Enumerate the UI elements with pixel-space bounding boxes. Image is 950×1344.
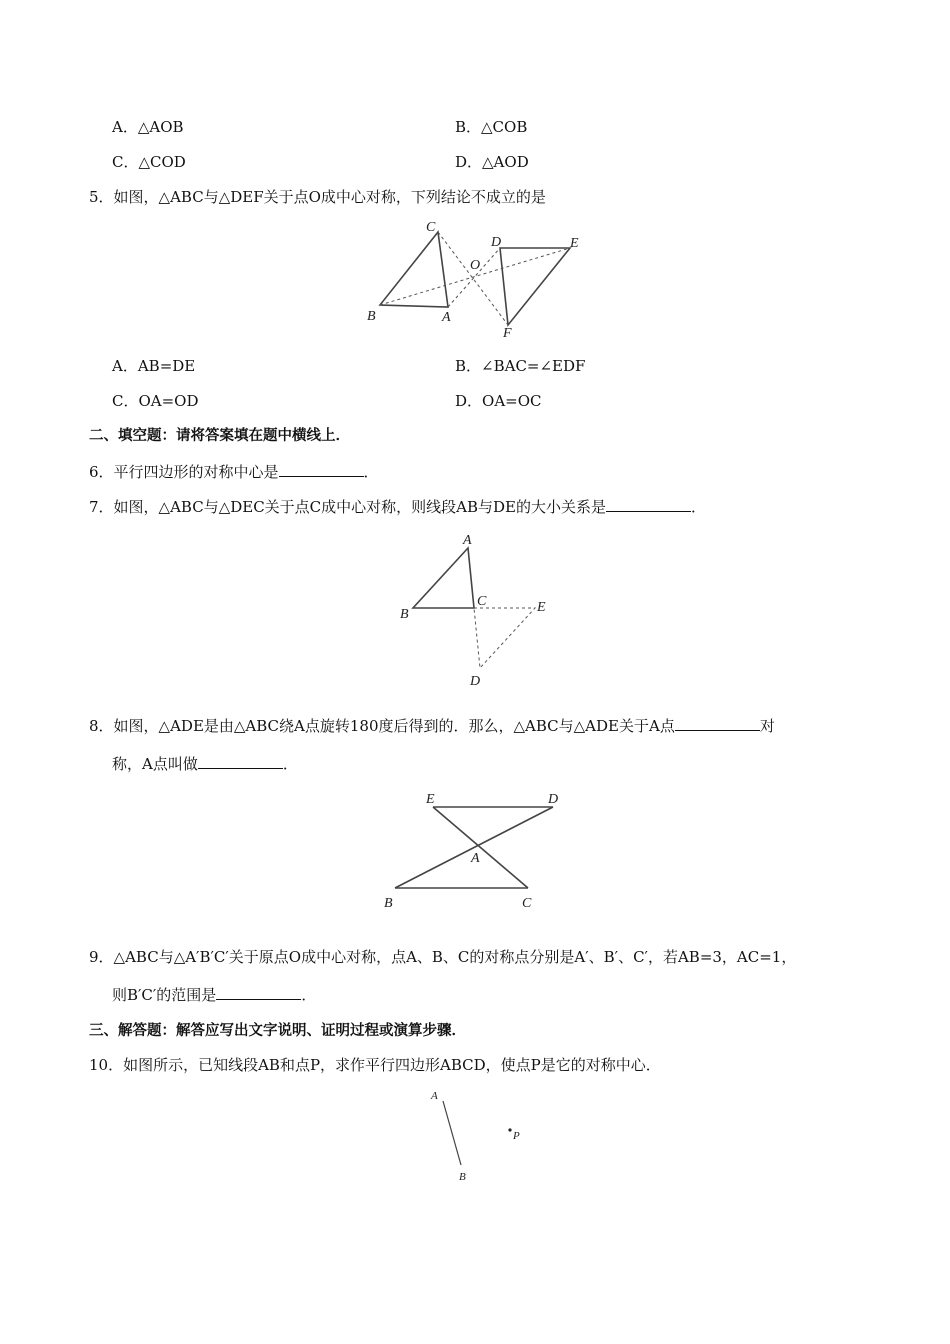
segment-db bbox=[395, 807, 553, 888]
q8-line-2 bbox=[112, 754, 298, 774]
label-c: C bbox=[522, 896, 532, 911]
q6-blank bbox=[279, 462, 364, 477]
q9-text-2: 则B′C′的范围是 bbox=[112, 986, 217, 1004]
q7-stem: 7．如图，△ABC与△DEC关于点C成中心对称，则线段AB与DE的大小关系是 bbox=[89, 498, 606, 516]
segment-ec bbox=[433, 807, 528, 888]
q9-blank bbox=[216, 985, 301, 1000]
segment-ab bbox=[443, 1101, 461, 1165]
q7-end: ． bbox=[691, 498, 707, 516]
label-e: E bbox=[426, 792, 435, 807]
label-a: A bbox=[431, 1090, 438, 1102]
triangle-def bbox=[500, 248, 570, 325]
q10-stem: 10．如图所示，已知线段AB和点P，求作平行四边形ABCD，使点P是它的对称中心． bbox=[89, 1056, 661, 1074]
q10-figure bbox=[420, 1085, 530, 1190]
dashed-be bbox=[380, 248, 570, 305]
q7-figure bbox=[395, 528, 560, 690]
label-c: C bbox=[426, 220, 436, 235]
label-f: F bbox=[503, 326, 512, 340]
point-p bbox=[508, 1128, 511, 1131]
q8-text-1: 8．如图，△ADE是由△ABC绕A点旋转180度后得到的．那么，△ABC与△ADE关于A点 bbox=[89, 717, 675, 735]
q8-text-1-end: 对 bbox=[759, 717, 775, 735]
label-b: B bbox=[367, 309, 376, 324]
q9-line-2 bbox=[112, 985, 316, 1005]
label-b: B bbox=[400, 607, 409, 622]
q4-option-c: C．△COD bbox=[112, 153, 186, 171]
triangle-abc bbox=[380, 232, 448, 307]
label-a: A bbox=[463, 533, 472, 548]
q8-text-2: 称，A点叫做 bbox=[112, 755, 198, 773]
triangle-dec-dashed bbox=[474, 608, 535, 668]
q5-option-a: A．AB=DE bbox=[112, 357, 196, 375]
q6-end: ． bbox=[363, 463, 379, 481]
label-b: B bbox=[384, 896, 393, 911]
q5-option-b: B．∠BAC=∠EDF bbox=[455, 357, 586, 375]
label-c: C bbox=[477, 594, 487, 609]
label-a: A bbox=[442, 310, 451, 325]
q6-line bbox=[89, 462, 379, 482]
label-d: D bbox=[470, 674, 481, 689]
q4-option-d: D．△AOD bbox=[455, 153, 529, 171]
label-d: D bbox=[491, 235, 502, 250]
q4-option-a: A．△AOB bbox=[112, 118, 184, 136]
label-o: O bbox=[470, 258, 481, 273]
dashed-ad bbox=[448, 248, 500, 307]
q7-line bbox=[89, 497, 706, 517]
q8-blank-2 bbox=[198, 754, 283, 769]
q4-option-b: B．△COB bbox=[455, 118, 528, 136]
label-a: A bbox=[471, 851, 480, 866]
q5-stem: 5．如图，△ABC与△DEF关于点O成中心对称，下列结论不成立的是 bbox=[89, 188, 546, 206]
q5-figure bbox=[360, 215, 590, 340]
section-3-heading: 三、解答题：解答应写出文字说明、证明过程或演算步骤． bbox=[89, 1023, 466, 1039]
triangle-abc bbox=[413, 548, 474, 608]
q8-blank-1 bbox=[675, 716, 760, 731]
q8-text-2-end: ． bbox=[282, 755, 298, 773]
label-d: D bbox=[548, 792, 559, 807]
q9-line-1: 9．△ABC与△A′B′C′关于原点O成中心对称，点A、B、C的对称点分别是A′、B′、C′，若AB=3，AC=1， bbox=[89, 948, 797, 966]
q5-option-d: D．OA=OC bbox=[455, 392, 542, 410]
q6-stem: 6．平行四边形的对称中心是 bbox=[89, 463, 279, 481]
label-p: P bbox=[513, 1130, 520, 1142]
q8-figure bbox=[380, 788, 570, 913]
label-e: E bbox=[570, 236, 579, 251]
q7-blank bbox=[606, 497, 691, 512]
label-e: E bbox=[537, 600, 546, 615]
q5-option-c: C．OA=OD bbox=[112, 392, 199, 410]
q8-line-1 bbox=[89, 716, 775, 736]
q9-end: ． bbox=[301, 986, 317, 1004]
section-2-heading: 二、填空题：请将答案填在题中横线上． bbox=[89, 428, 350, 444]
label-b: B bbox=[459, 1171, 466, 1183]
